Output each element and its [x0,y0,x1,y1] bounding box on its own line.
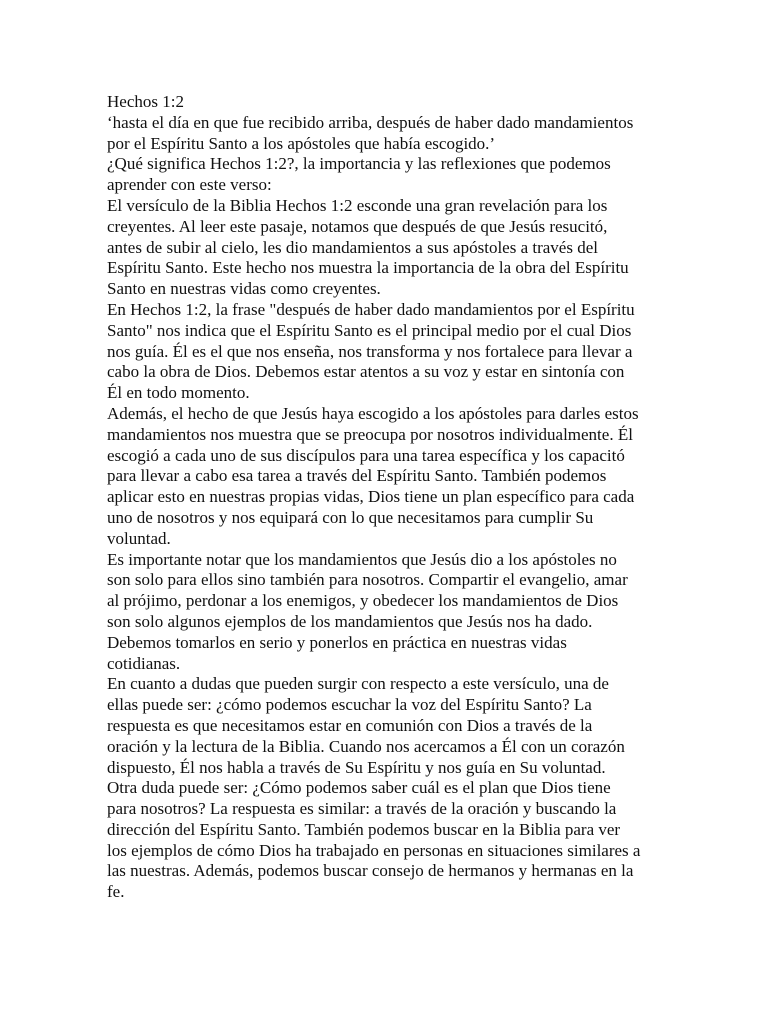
document-title: Hechos 1:2 [107,92,184,111]
paragraph-line: cabo la obra de Dios. Debemos estar atentos a su voz y estar en sintonía con [107,362,625,382]
paragraph-line: ellas puede ser: ¿cómo podemos escuchar la voz del Espíritu Santo? La [107,695,592,715]
document-body [107,92,668,903]
paragraph-line: son solo para ellos sino también para nosotros. Compartir el evangelio, amar [107,570,628,590]
paragraph-line: El versículo de la Biblia Hechos 1:2 esconde una gran revelación para los [107,195,608,215]
paragraph-line: los ejemplos de cómo Dios ha trabajado en personas en situaciones similares a [107,840,641,860]
paragraph-line: aplicar esto en nuestras propias vidas, Dios tiene un plan específico para cada [107,487,635,507]
paragraph-line: respuesta es que necesitamos estar en comunión con Dios a través de la [107,715,593,735]
paragraph-line: En cuanto a dudas que pueden surgir con respecto a este versículo, una de [107,674,609,694]
paragraph-line: para nosotros? La respuesta es similar: a través de la oración y buscando la [107,799,617,819]
verse-quote-line: por el Espíritu Santo a los apóstoles que había escogido.’ [107,133,496,153]
paragraph-line: Él en todo momento. [107,383,250,403]
paragraph-line: son solo algunos ejemplos de los mandamientos que Jesús nos ha dado. [107,611,593,631]
paragraph-line: Santo" nos indica que el Espíritu Santo es el principal medio por el cual Dios [107,320,632,340]
paragraph-line: Otra duda puede ser: ¿Cómo podemos saber cuál es el plan que Dios tiene [107,778,611,798]
verse-quote-line: ‘hasta el día en que fue recibido arriba, después de haber dado mandamientos [107,112,634,132]
paragraph-line: nos guía. Él es el que nos enseña, nos transforma y nos fortalece para llevar a [107,341,633,361]
paragraph-line: cotidianas. [107,653,181,673]
paragraph-line: oración y la lectura de la Biblia. Cuando nos acercamos a Él con un corazón [107,736,625,756]
paragraph-line: las nuestras. Además, podemos buscar consejo de hermanos y hermanas en la [107,861,634,881]
paragraph-line: Debemos tomarlos en serio y ponerlos en práctica en nuestras vidas [107,632,567,652]
paragraph-line: al prójimo, perdonar a los enemigos, y obedecer los mandamientos de Dios [107,591,619,611]
question-heading-line: aprender con este verso: [107,175,272,195]
paragraph-line: Espíritu Santo. Este hecho nos muestra la importancia de la obra del Espíritu [107,258,629,278]
paragraph-line: voluntad. [107,528,171,548]
paragraph-line: escogió a cada uno de sus discípulos para una tarea específica y los capacitó [107,445,625,465]
paragraph-line: mandamientos nos muestra que se preocupa por nosotros individualmente. Él [107,424,633,444]
paragraph-line: dirección del Espíritu Santo. También podemos buscar en la Biblia para ver [107,819,621,839]
paragraph-line: En Hechos 1:2, la frase "después de haber dado mandamientos por el Espíritu [107,299,635,319]
paragraph-line: Santo en nuestras vidas como creyentes. [107,279,381,299]
question-heading-line: ¿Qué significa Hechos 1:2?, la importancia y las reflexiones que podemos [107,154,611,174]
paragraph-line: antes de subir al cielo, les dio mandamientos a sus apóstoles a través del [107,237,598,257]
paragraph-line: fe. [107,882,125,902]
paragraph-line: creyentes. Al leer este pasaje, notamos que después de que Jesús resucitó, [107,216,608,236]
paragraph-line: Es importante notar que los mandamientos que Jesús dio a los apóstoles no [107,549,617,569]
paragraph-line: dispuesto, Él nos habla a través de Su Espíritu y nos guía en Su voluntad. [107,757,606,777]
paragraph-line: para llevar a cabo esa tarea a través del Espíritu Santo. También podemos [107,466,607,486]
paragraph-line: uno de nosotros y nos equipará con lo que necesitamos para cumplir Su [107,507,594,527]
paragraph-line: Además, el hecho de que Jesús haya escogido a los apóstoles para darles estos [107,403,639,423]
